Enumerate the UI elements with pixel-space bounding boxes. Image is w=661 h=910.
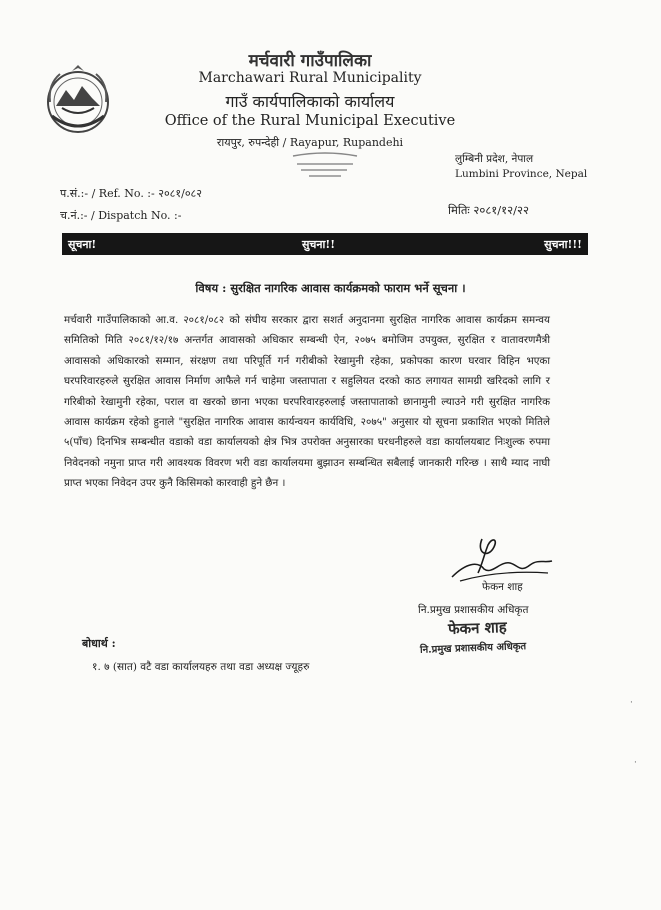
seal-title: नि.प्रमुख प्रशासकीय अधिकृत <box>419 641 527 656</box>
signatory-name: फेकन शाह <box>482 581 523 593</box>
notice-body: मर्चवारी गाउँपालिकाको आ.व. २०८१/०८२ को संघीय सरकार द्वारा सशर्त अनुदानमा सुरक्षित नागरिक आवास कार्यक्रम समन्वय समितिको मिति २०८१/१२/१७ अन्तर्गत आवासको अधिकार सम्बन्धी ऐन, २०७५ बमोजिम उपयुक्त, सुरक्षित र वातावरणमैत्री आवासको अधिकारको सम्मान, संरक्षण तथा परिपूर्ति गर्न गरीबीको रेखामुनी रहेका, प्रकोपका कारण घरवार विहिन भएका घरपरिवारहरुले सुरक्षित आवास निर्माण आफैले गर्न चाहेमा जस्तापाता र सहुलियत दरको काठ लगायत सामग्री खरिदको लागि र गरिबीको रेखामुनी रहेका, पराल वा खरको छाना भएका घरपरिवारहरुलाई जस्तापाताको छानामुनी ल्याउने गरी सुरक्षित नागरिक आवास कार्यक्रम रहेको हुनाले "सुरक्षित नागरिक आवास कार्यन्वयन कार्यविधि, २०७५" अनुसार यो सूचना प्रकाशित भएको मितिले ५(पाँच) दिनभित्र सम्बन्धीत वडाको वडा कार्यालयको क्षेत्र भित्र उपरोक्त अनुसारका घरधनीहरुले वडा कार्यालयबाट निःशुल्क रुपमा निवेदनको नमुना प्राप्त गरी आवश्यक विवरण भरी वडा कार्यालयमा बुझाउन सम्बन्धित सबैलाई जानकारी गरिन्छ । साथै म्याद नाघी प्राप्त भएका निवेदन उपर कुनै किसिमको कारवाही हुने छैन । <box>64 314 550 490</box>
cc-label: बोधार्थ : <box>82 637 116 650</box>
document-date: मितिः २०८१/१२/२२ <box>448 203 529 217</box>
faded-stamp-icon <box>285 148 365 186</box>
notice-banner <box>62 233 588 255</box>
notice-subject: विषय : सुरक्षित नागरिक आवास कार्यक्रमको फाराम भर्ने सूचना । <box>195 281 466 295</box>
province-np: लुम्बिनी प्रदेश, नेपाल <box>455 153 534 165</box>
banner-right-text: सुचना!!! <box>544 238 582 251</box>
seal-name: फेकन शाह <box>447 617 507 639</box>
cc-item: १. ७ (सात) वटै वडा कार्यालयहरु तथा वडा अध्यक्ष ज्यूहरु <box>92 661 310 673</box>
banner-middle-text: सुचना!! <box>302 238 336 251</box>
government-emblem-icon <box>42 62 114 138</box>
municipality-name-np: मर्चवारी गाउँपालिका <box>248 51 372 71</box>
dispatch-number: च.नं.:- / Dispatch No. :- <box>60 209 182 222</box>
province-en: Lumbini Province, Nepal <box>455 168 588 180</box>
office-address: रायपुर, रुपन्देही / Rayapur, Rupandehi <box>216 136 404 149</box>
municipality-name-en: Marchawari Rural Municipality <box>198 70 422 86</box>
office-name-np: गाउँ कार्यपालिकाको कार्यालय <box>225 92 395 111</box>
signatory-title: नि.प्रमुख प्रशासकीय अधिकृत <box>418 604 529 616</box>
office-name-en: Office of the Rural Municipal Executive <box>164 113 456 129</box>
scan-mark: · <box>634 758 637 768</box>
reference-number: प.सं.:- / Ref. No. :- २०८१/०८२ <box>60 187 202 200</box>
banner-left-text: सूचना! <box>68 238 97 251</box>
scan-mark: · <box>630 698 633 708</box>
handwritten-signature <box>448 533 558 585</box>
